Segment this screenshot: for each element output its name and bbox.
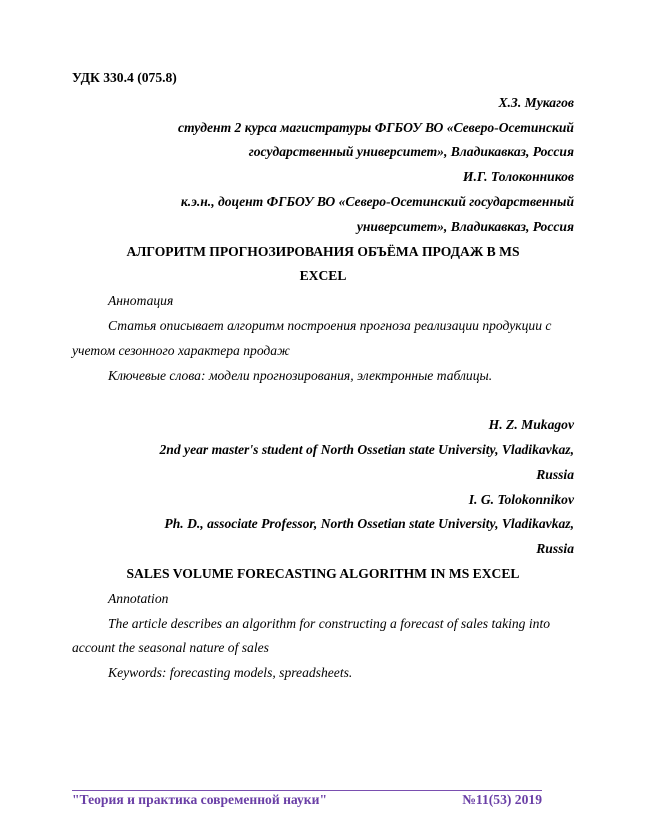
en-author1-name: H. Z. Mukagov <box>488 417 574 433</box>
en-author2-name: I. G. Tolokonnikov <box>468 491 574 507</box>
footer-issue-number: №11(53) 2019 <box>462 792 542 807</box>
ru-annotation-line2: учетом сезонного характера продаж <box>72 342 290 358</box>
ru-author2-affiliation-line2: университет», Владикавказ, Россия <box>356 218 574 234</box>
section-spacer <box>72 388 574 413</box>
en-author2-affiliation-line1: Ph. D., associate Professor, North Ossetian state University, Vladikavkaz, <box>164 516 574 532</box>
ru-author1-affiliation-line1: студент 2 курса магистратуры ФГБОУ ВО «Северо-Осетинский <box>177 119 574 135</box>
en-author2-affiliation-line2: Russia <box>536 541 574 557</box>
en-title: SALES VOLUME FORECASTING ALGORITHM IN MS EXCEL <box>126 565 520 581</box>
ru-title-line1: АЛГОРИТМ ПРОГНОЗИРОВАНИЯ ОБЪЁМА ПРОДАЖ В MS <box>126 243 520 259</box>
article-header <box>72 66 574 686</box>
ru-title-line2: EXCEL <box>299 268 347 284</box>
en-author1-affiliation-line2: Russia <box>536 466 574 482</box>
ru-author2-affiliation-line1: к.э.н., доцент ФГБОУ ВО «Северо-Осетинский государственный <box>180 193 574 209</box>
ru-annotation-label: Аннотация <box>108 293 174 309</box>
en-annotation-line1: The article describes an algorithm for constructing a forecast of sales taking into <box>108 615 551 631</box>
ru-annotation-line1: Статья описывает алгоритм построения прогноза реализации продукции с <box>108 317 552 333</box>
en-annotation-label: Annotation <box>108 590 169 606</box>
page-footer <box>72 792 542 808</box>
footer-journal-title: "Теория и практика современной науки" <box>72 792 328 807</box>
ru-author1-name: Х.З. Мукагов <box>498 94 574 110</box>
footer-divider <box>72 790 542 791</box>
en-annotation-line2: account the seasonal nature of sales <box>72 640 269 656</box>
en-keywords: Keywords: forecasting models, spreadsheets. <box>108 665 353 681</box>
ru-author1-affiliation-line2: государственный университет», Владикавказ, Россия <box>248 144 574 160</box>
ru-author2-name: И.Г. Толоконников <box>462 169 574 185</box>
en-author1-affiliation-line1: 2nd year master's student of North Ossetian state University, Vladikavkaz, <box>159 441 574 457</box>
ru-keywords: Ключевые слова: модели прогнозирования, электронные таблицы. <box>108 367 493 383</box>
udk-code: УДК 330.4 (075.8) <box>72 70 177 85</box>
